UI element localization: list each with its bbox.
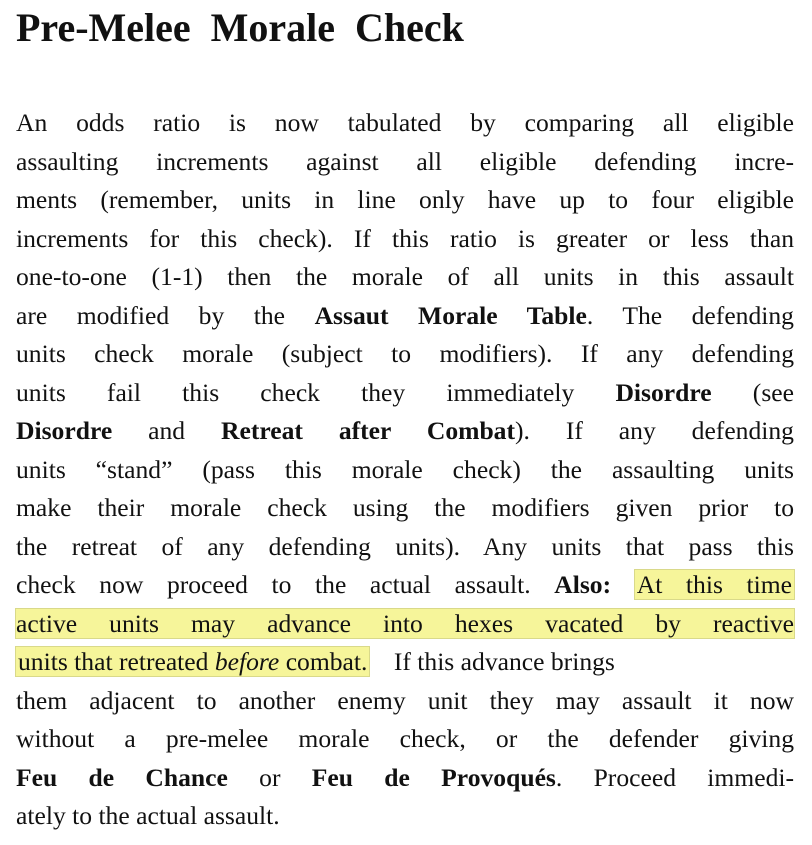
text-line (16, 374, 794, 413)
text-line (16, 566, 794, 605)
text-run: If this advance brings (387, 647, 615, 676)
text-run: An odds ratio is now tabulated by comparing all eligible (16, 108, 794, 137)
text-run: increments for this check). If this ratio is greater or less than (16, 223, 794, 253)
term-assaut-morale-table: Assaut Morale Table (314, 300, 587, 330)
body-paragraph (16, 104, 794, 836)
text-run: units “stand” (pass this morale check) the assaulting units (16, 454, 794, 484)
text-line (16, 220, 794, 259)
text-line (16, 489, 794, 528)
text-line (16, 143, 794, 182)
term-disordre: Disordre (16, 416, 113, 445)
text-run: and (112, 416, 221, 445)
text-line (16, 181, 794, 220)
text-run: units that retreated (18, 647, 215, 676)
highlight-run (16, 647, 369, 676)
text-run: units check morale (subject to modifiers). If any defending (16, 339, 794, 368)
text-run: combat. (279, 647, 368, 676)
text-line (16, 643, 794, 682)
term-feu-de-chance: Feu de Chance (16, 762, 228, 792)
text-line (16, 720, 794, 759)
text-run: one-to-one (1-1) then the morale of all units in this assault (16, 262, 794, 291)
text-line (16, 335, 794, 374)
text-run: . The defending (586, 300, 794, 330)
text-line (16, 297, 794, 336)
text-line (16, 759, 794, 798)
text-line (16, 682, 794, 721)
text-run: or (227, 762, 312, 792)
text-run: ments (remember, units in line only have up to four eligible (16, 185, 794, 214)
text-line (16, 412, 794, 451)
text-run: assaulting increments against all eligible defending incre- (16, 146, 794, 176)
text-line (16, 258, 794, 297)
text-run: the retreat of any defending units). Any units that pass this (16, 531, 794, 561)
text-run: are modified by the (16, 300, 315, 330)
text-line (16, 797, 794, 836)
text-run: active units may advance into hexes vacated by reactive (16, 608, 794, 638)
text-run (611, 570, 635, 599)
emphasis-before: before (214, 647, 280, 676)
section-title: Pre-Melee Morale Check (16, 5, 464, 50)
text-run: without a pre-melee morale check, or the defender giving (16, 724, 794, 753)
text-run: (see (711, 377, 794, 407)
text-line (16, 528, 794, 567)
text-line (16, 605, 794, 644)
text-run: ately to the actual assault. (16, 801, 280, 830)
text-run: ). If any defending (515, 416, 794, 445)
term-retreat-after-combat: Retreat after Combat (220, 416, 515, 445)
term-also: Also: (554, 570, 612, 599)
highlight-run (16, 609, 794, 638)
term-feu-de-provoques: Feu de Provoqués (311, 762, 556, 792)
term-disordre: Disordre (615, 377, 712, 407)
text-run: units fail this check they immediately (16, 377, 616, 407)
text-run: them adjacent to another enemy unit they may assault it now (16, 685, 794, 715)
text-run: check now proceed to the actual assault. (16, 570, 555, 599)
text-run: make their morale check using the modifiers given prior to (16, 493, 794, 522)
highlight-run: At this time (636, 570, 792, 599)
text-run: . Proceed immedi- (555, 762, 795, 792)
text-line (16, 451, 794, 490)
text-line (16, 104, 794, 143)
